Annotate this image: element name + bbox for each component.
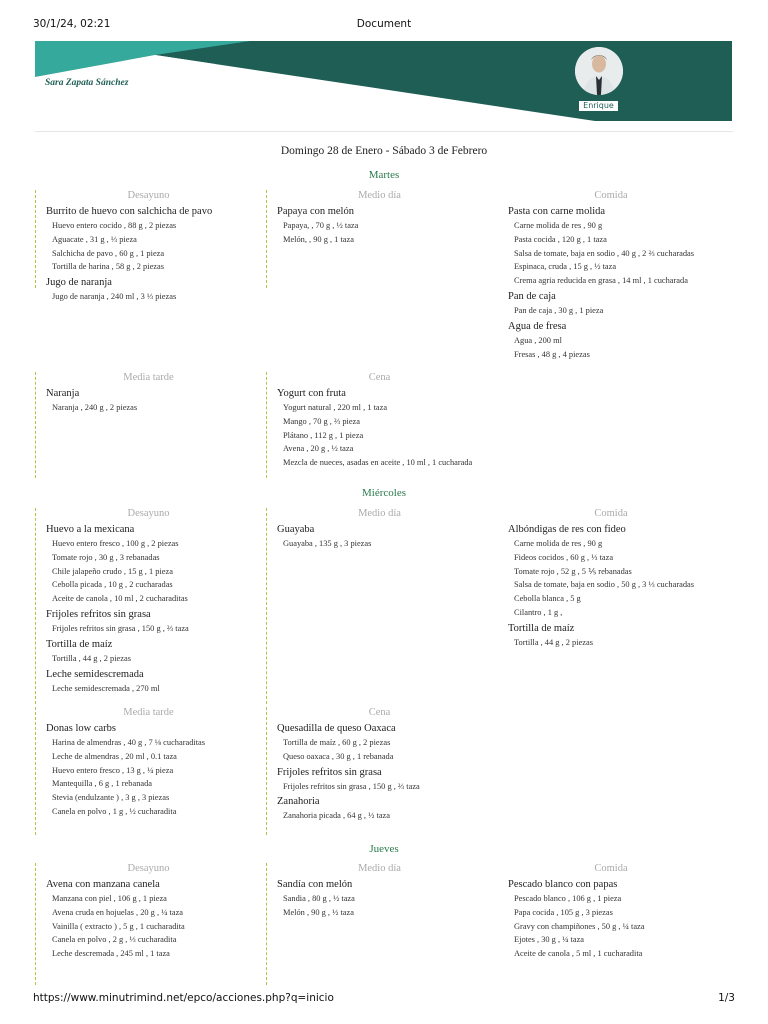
ingredient: Salchicha de pavo , 60 g , 1 pieza	[52, 248, 165, 258]
day-title-martes: Martes	[368, 169, 400, 181]
ingredient: Aceite de canola , 10 ml , 2 cucharaditas	[52, 594, 188, 604]
ingredient: Ejotes , 30 g , ¼ taza	[514, 935, 585, 945]
ingredient: Mango , 70 g , ⅔ pieza	[283, 416, 360, 426]
ingredient: Cebolla picada , 10 g , 2 cucharadas	[52, 580, 173, 590]
ingredient: Melón , 90 g , ½ taza	[283, 907, 354, 917]
ingredient: Papa cocida , 105 g , 3 piezas	[514, 907, 613, 917]
ingredient: Espinaca, cruda , 15 g , ½ taza	[514, 262, 617, 272]
meal-label: Cena	[368, 707, 391, 718]
dish-name: Jugo de naranja	[46, 277, 112, 289]
dish-name: Pasta con carne molida	[508, 206, 606, 217]
meal-desayuno	[35, 190, 261, 302]
dish-name: Avena con manzana canela	[46, 879, 160, 890]
meal-label: Medio día	[358, 863, 401, 874]
meal-cena	[266, 372, 492, 478]
ingredient: Frijoles refritos sin grasa , 150 g , ⅔ taza	[283, 781, 420, 791]
ingredient: Leche de almendras , 20 ml , 0.1 taza	[52, 751, 177, 761]
ingredient: Tortilla , 44 g , 2 piezas	[514, 637, 593, 647]
dish-name: Frijoles refritos sin grasa	[277, 766, 382, 778]
header-banner	[35, 41, 732, 121]
day-title-jueves: Jueves	[369, 843, 399, 855]
ingredient: Leche semidescremada , 270 ml	[52, 683, 160, 693]
ingredient: Carne molida de res , 90 g	[514, 221, 603, 230]
ingredient: Fideos cocidos , 60 g , ⅓ taza	[514, 552, 614, 562]
meal-label: Cena	[368, 372, 391, 383]
ingredient: Yogurt natural , 220 ml , 1 taza	[283, 403, 388, 412]
meal-media-tarde	[35, 372, 261, 478]
owner-name: Sara Zapata Sánchez	[45, 78, 129, 88]
ingredient: Salsa de tomate, baja en sodio , 40 g , 2 ⅔ cucharadas	[514, 248, 695, 258]
print-datetime: 30/1/24, 02:21	[33, 18, 111, 30]
dish-name: Pan de caja	[508, 290, 556, 302]
day-title-miercoles: Miércoles	[362, 487, 406, 499]
ingredient: Pescado blanco , 106 g , 1 pieza	[514, 894, 622, 903]
ingredient: Canela en polvo , 1 g , ½ cucharadita	[52, 806, 177, 816]
meal-media-tarde	[35, 707, 261, 835]
ingredient: Tomate rojo , 52 g , 5 ⅕ rebanadas	[514, 566, 632, 576]
meal-cena	[266, 707, 492, 835]
meal-desayuno	[35, 863, 261, 985]
ingredient: Canela en polvo , 2 g , ⅓ cucharadita	[52, 935, 177, 945]
dish-name: Guayaba	[277, 524, 315, 535]
meal-label: Media tarde	[123, 372, 174, 383]
meal-label: Media tarde	[123, 707, 174, 718]
banner-background	[35, 41, 732, 121]
ingredient: Melón, , 90 g , 1 taza	[283, 234, 354, 244]
dish-name: Albóndigas de res con fideo	[508, 524, 626, 535]
ingredient: Leche descremada , 245 ml , 1 taza	[52, 949, 170, 959]
meal-label: Medio día	[358, 508, 401, 519]
dish-name: Quesadilla de queso Oaxaca	[277, 723, 396, 734]
person-icon	[575, 47, 623, 95]
meal-label: Desayuno	[127, 863, 170, 874]
meal-desayuno	[35, 508, 261, 704]
ingredient: Naranja , 240 g , 2 piezas	[52, 403, 138, 412]
ingredient: Salsa de tomate, baja en sodio , 50 g , 3 ⅓ cucharadas	[514, 580, 695, 590]
ingredient: Avena , 20 g , ½ taza	[283, 444, 354, 454]
ingredient: Vainilla ( extracto ) , 5 g , 1 cucharadita	[52, 921, 185, 931]
meal-label: Desayuno	[127, 508, 170, 519]
meal-label: Comida	[594, 863, 628, 874]
ingredient: Sandia , 80 g , ½ taza	[283, 894, 355, 903]
ingredient: Gravy con champiñones , 50 g , ¼ taza	[514, 921, 645, 931]
ingredient: Jugo de naranja , 240 ml , 3 ⅓ piezas	[52, 292, 177, 302]
ingredient: Pan de caja , 30 g , 1 pieza	[514, 305, 604, 315]
meal-label: Comida	[594, 508, 628, 519]
meal-medio-dia	[266, 508, 492, 704]
meal-comida	[498, 863, 724, 961]
dish-name: Yogurt con fruta	[277, 388, 346, 399]
dish-name: Leche semidescremada	[46, 668, 144, 680]
ingredient: Aguacate , 31 g , ⅓ pieza	[52, 234, 137, 244]
meal-label: Desayuno	[127, 190, 170, 201]
ingredient: Tortilla de harina , 58 g , 2 piezas	[52, 262, 164, 272]
date-range: Domingo 28 de Enero - Sábado 3 de Febrero	[280, 145, 488, 157]
avatar-name-label: Enrique	[578, 100, 619, 112]
ingredient: Aceite de canola , 5 ml , 1 cucharadita	[514, 949, 643, 959]
meal-comida	[498, 190, 724, 361]
ingredient: Pasta cocida , 120 g , 1 taza	[514, 234, 607, 244]
print-url[interactable]: https://www.minutrimind.net/epco/acciones.php?q=inicio	[33, 992, 334, 1004]
dish-name: Tortilla de maíz	[508, 622, 575, 634]
print-footer	[33, 992, 735, 1006]
dish-name: Naranja	[46, 388, 80, 399]
ingredient: Carne molida de res , 90 g	[514, 539, 603, 548]
dish-name: Donas low carbs	[46, 723, 116, 734]
ingredient: Huevo entero cocido , 88 g , 2 piezas	[52, 221, 177, 230]
ingredient: Frijoles refritos sin grasa , 150 g , ⅔ taza	[52, 623, 189, 633]
ingredient: Huevo entero fresco , 13 g , ¼ pieza	[52, 765, 174, 775]
dish-name: Frijoles refritos sin grasa	[46, 608, 151, 620]
ingredient: Plátano , 112 g , 1 pieza	[283, 430, 364, 440]
dish-name: Agua de fresa	[508, 320, 567, 332]
meal-medio-dia	[266, 190, 492, 288]
ingredient: Huevo entero fresco , 100 g , 2 piezas	[52, 539, 179, 548]
meal-medio-dia	[266, 863, 492, 985]
dish-name: Huevo a la mexicana	[46, 524, 135, 535]
meal-label: Comida	[594, 190, 628, 201]
ingredient: Mantequilla , 6 g , 1 rebanada	[52, 779, 153, 789]
ingredient: Crema agria reducida en grasa , 14 ml , 1 cucharada	[514, 276, 688, 286]
ingredient: Tomate rojo , 30 g , 3 rebanadas	[52, 552, 160, 562]
ingredient: Tortilla de maíz , 60 g , 2 piezas	[283, 738, 391, 747]
divider	[35, 131, 733, 132]
ingredient: Harina de almendras , 40 g , 7 ⅛ cucharaditas	[52, 738, 206, 747]
ingredient: Avena cruda en hojuelas , 20 g , ¼ taza	[52, 907, 184, 917]
page-number: 1/3	[718, 992, 735, 1004]
meal-comida	[498, 508, 724, 650]
dish-name: Pescado blanco con papas	[508, 879, 618, 890]
print-header	[33, 18, 735, 32]
ingredient: Manzana con piel , 106 g , 1 pieza	[52, 894, 167, 903]
ingredient: Zanahoria picada , 64 g , ½ taza	[283, 811, 390, 821]
dish-name: Burrito de huevo con salchicha de pavo	[46, 206, 213, 217]
dish-name: Tortilla de maíz	[46, 638, 113, 650]
dish-name: Zanahoria	[277, 796, 320, 808]
dish-name: Sandía con melón	[277, 879, 353, 890]
ingredient: Cebolla blanca , 5 g	[514, 594, 581, 604]
ingredient: Queso oaxaca , 30 g , 1 rebanada	[283, 751, 394, 761]
ingredient: Papaya, , 70 g , ½ taza	[283, 221, 359, 230]
ingredient: Tortilla , 44 g , 2 piezas	[52, 653, 131, 663]
dish-name: Papaya con melón	[277, 206, 354, 217]
ingredient: Guayaba , 135 g , 3 piezas	[283, 539, 372, 548]
meal-label: Medio día	[358, 190, 401, 201]
avatar[interactable]	[575, 47, 623, 95]
ingredient: Mezcla de nueces, asadas en aceite , 10 ml , 1 cucharada	[283, 458, 473, 468]
ingredient: Cilantro , 1 g ,	[514, 607, 563, 617]
print-doc-title: Document	[356, 18, 412, 30]
ingredient: Chile jalapeño crudo , 15 g , 1 pieza	[52, 566, 173, 576]
ingredient: Stevia (endulzante ) , 3 g , 3 piezas	[52, 793, 170, 803]
ingredient: Fresas , 48 g , 4 piezas	[514, 349, 590, 359]
ingredient: Agua , 200 ml	[514, 335, 562, 345]
